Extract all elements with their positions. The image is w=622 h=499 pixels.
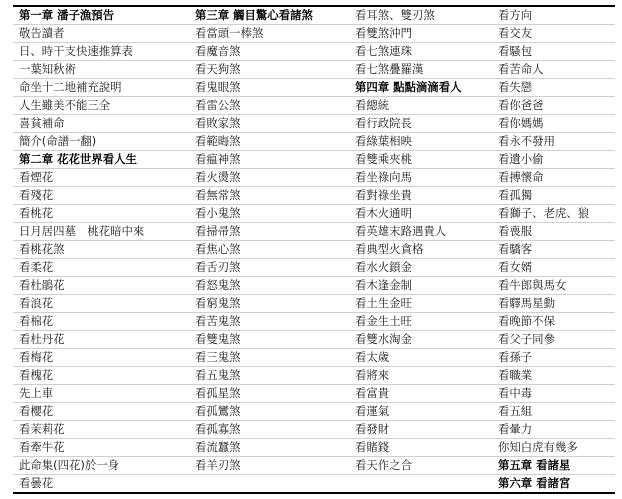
toc-entry: 看晚節不保 <box>492 313 615 331</box>
toc-entry: 看梅花 <box>13 349 189 367</box>
toc-entry: 看行政院長 <box>349 115 492 133</box>
toc-entry: 看耳煞、雙刃煞 <box>349 6 492 25</box>
toc-entry: 看小鬼煞 <box>189 205 349 223</box>
toc-entry: 看桃花 <box>13 205 189 223</box>
table-row <box>13 367 615 385</box>
table-row <box>13 151 615 169</box>
toc-entry: 看你爸爸 <box>492 97 615 115</box>
table-row <box>13 115 615 133</box>
toc-entry: 看當頭一棒煞 <box>189 25 349 43</box>
toc-entry: 看驛馬星動 <box>492 295 615 313</box>
toc-entry: 看坐祿向馬 <box>349 169 492 187</box>
toc-entry: 看瘟神煞 <box>189 151 349 169</box>
toc-entry: 看失戀 <box>492 79 615 97</box>
toc-entry: 看流蠶煞 <box>189 439 349 457</box>
table-row <box>13 457 615 475</box>
toc-entry: 日、時干支快速推算表 <box>13 43 189 61</box>
toc-entry: 看魔音煞 <box>189 43 349 61</box>
toc-entry: 看舌刃煞 <box>189 259 349 277</box>
toc-entry: 看雙鬼煞 <box>189 331 349 349</box>
chapter-heading: 第一章 潘子漁預告 <box>13 6 189 25</box>
toc-entry: 看職業 <box>492 367 615 385</box>
toc-entry: 看富貴 <box>349 385 492 403</box>
table-row <box>13 277 615 295</box>
toc-entry: 看桃花煞 <box>13 241 189 259</box>
toc-entry: 看賭錢 <box>349 439 492 457</box>
toc-entry: 看你媽媽 <box>492 115 615 133</box>
table-of-contents <box>13 5 615 494</box>
toc-entry: 看杜丹花 <box>13 331 189 349</box>
toc-entry: 看金生土旺 <box>349 313 492 331</box>
toc-entry: 看掃帚煞 <box>189 223 349 241</box>
toc-entry: 看天作之合 <box>349 457 492 475</box>
toc-entry: 看喪服 <box>492 223 615 241</box>
table-row <box>13 25 615 43</box>
table-row <box>13 403 615 421</box>
toc-entry: 看遺小偷 <box>492 151 615 169</box>
toc-entry: 看殘花 <box>13 187 189 205</box>
toc-entry: 看三鬼煞 <box>189 349 349 367</box>
table-row <box>13 295 615 313</box>
toc-entry: 看五組 <box>492 403 615 421</box>
chapter-heading: 第五章 看諸星 <box>492 457 615 475</box>
toc-entry: 人生雖美不能三全 <box>13 97 189 115</box>
table-row <box>13 97 615 115</box>
toc-entry: 看槐花 <box>13 367 189 385</box>
table-row <box>13 79 615 97</box>
table-row <box>13 331 615 349</box>
table-row <box>13 205 615 223</box>
chapter-heading: 第三章 觸目驚心看諸煞 <box>189 6 349 25</box>
chapter-heading: 第四章 點點滴滴看人 <box>349 79 492 97</box>
table-row <box>13 241 615 259</box>
toc-entry: 看焦心煞 <box>189 241 349 259</box>
toc-entry: 看苦命人 <box>492 61 615 79</box>
toc-entry: 看雙煞沖門 <box>349 25 492 43</box>
table-row <box>13 133 615 151</box>
toc-entry: 看牽牛花 <box>13 439 189 457</box>
toc-entry: 看木火通明 <box>349 205 492 223</box>
toc-body <box>13 6 615 493</box>
toc-entry: 看五鬼煞 <box>189 367 349 385</box>
toc-entry: 看鬼眼煞 <box>189 79 349 97</box>
table-row <box>13 259 615 277</box>
toc-entry: 日月居四墓 桃花暗中來 <box>13 223 189 241</box>
toc-entry: 看英雄末路遇貴人 <box>349 223 492 241</box>
toc-entry: 看女婿 <box>492 259 615 277</box>
toc-entry: 看綠葉相映 <box>349 133 492 151</box>
table-row <box>13 223 615 241</box>
toc-entry: 看櫻花 <box>13 403 189 421</box>
toc-entry: 看運氣 <box>349 403 492 421</box>
toc-entry: 先上車 <box>13 385 189 403</box>
toc-entry: 看孤鸞煞 <box>189 403 349 421</box>
toc-entry: 看雙水淘金 <box>349 331 492 349</box>
toc-entry: 看太歲 <box>349 349 492 367</box>
table-row <box>13 421 615 439</box>
toc-entry: 看苦鬼煞 <box>189 313 349 331</box>
toc-entry: 看煙花 <box>13 169 189 187</box>
toc-entry: 看雷公煞 <box>189 97 349 115</box>
toc-entry: 看總統 <box>349 97 492 115</box>
toc-entry: 看孫子 <box>492 349 615 367</box>
table-row <box>13 169 615 187</box>
toc-entry: 看交友 <box>492 25 615 43</box>
toc-entry: 看土生金旺 <box>349 295 492 313</box>
table-row <box>13 187 615 205</box>
toc-entry: 看茉莉花 <box>13 421 189 439</box>
table-row <box>13 43 615 61</box>
toc-entry: 簡介(命譜一翻) <box>13 133 189 151</box>
toc-entry: 看驕客 <box>492 241 615 259</box>
toc-entry: 看七煞疊羅漢 <box>349 61 492 79</box>
toc-entry: 看孤星煞 <box>189 385 349 403</box>
toc-entry: 看典型火貪格 <box>349 241 492 259</box>
toc-entry: 看發財 <box>349 421 492 439</box>
toc-entry: 看騷包 <box>492 43 615 61</box>
toc-entry: 看永不發用 <box>492 133 615 151</box>
table-row <box>13 439 615 457</box>
toc-entry: 看搏懷命 <box>492 169 615 187</box>
toc-entry: 看中毒 <box>492 385 615 403</box>
chapter-heading: 第六章 看諸宮 <box>498 476 571 490</box>
toc-entry: 看曇花 <box>19 476 54 490</box>
toc-entry: 看暈力 <box>492 421 615 439</box>
toc-entry: 看杜鵑花 <box>13 277 189 295</box>
toc-entry <box>349 475 492 494</box>
toc-entry: 你知白虎有幾多 <box>492 439 615 457</box>
toc-entry: 喜貧補命 <box>13 115 189 133</box>
table-row <box>13 6 615 25</box>
table-row <box>13 61 615 79</box>
table-row <box>13 385 615 403</box>
toc-entry: 命坐十二地補充說明 <box>13 79 189 97</box>
toc-entry: 看無常煞 <box>189 187 349 205</box>
toc-entry: 看方向 <box>492 6 615 25</box>
toc-entry <box>189 475 349 494</box>
toc-entry: 看柔花 <box>13 259 189 277</box>
toc-entry: 看範晦煞 <box>189 133 349 151</box>
toc-entry: 看對祿坐貴 <box>349 187 492 205</box>
toc-entry: 看火燙煞 <box>189 169 349 187</box>
table-row <box>13 475 615 494</box>
toc-entry: 看獅子、老虎、狼 <box>492 205 615 223</box>
toc-entry: 看牛郎與馬女 <box>492 277 615 295</box>
chapter-heading: 第二章 花花世界看人生 <box>13 151 189 169</box>
toc-entry: 看怒鬼煞 <box>189 277 349 295</box>
toc-entry: 看將來 <box>349 367 492 385</box>
toc-entry: 敬告讀者 <box>13 25 189 43</box>
toc-entry: 看敗家煞 <box>189 115 349 133</box>
toc-entry: 看窮鬼煞 <box>189 295 349 313</box>
toc-entry: 看父子同參 <box>492 331 615 349</box>
toc-entry: 看羊刃煞 <box>189 457 349 475</box>
toc-entry: 看棉花 <box>13 313 189 331</box>
table-row <box>13 349 615 367</box>
toc-entry: 看浪花 <box>13 295 189 313</box>
toc-entry: 看雙乘夾桃 <box>349 151 492 169</box>
toc-entry: 此命集(四花)於一身 <box>13 457 189 475</box>
toc-entry: 看孤寡煞 <box>189 421 349 439</box>
toc-entry: 看木逢金制 <box>349 277 492 295</box>
toc-entry: 一葉知秋術 <box>13 61 189 79</box>
toc-entry: 看水火鎖金 <box>349 259 492 277</box>
toc-entry: 看七煞連珠 <box>349 43 492 61</box>
toc-entry: 看孤獨 <box>492 187 615 205</box>
table-row <box>13 313 615 331</box>
toc-entry: 看天狗煞 <box>189 61 349 79</box>
